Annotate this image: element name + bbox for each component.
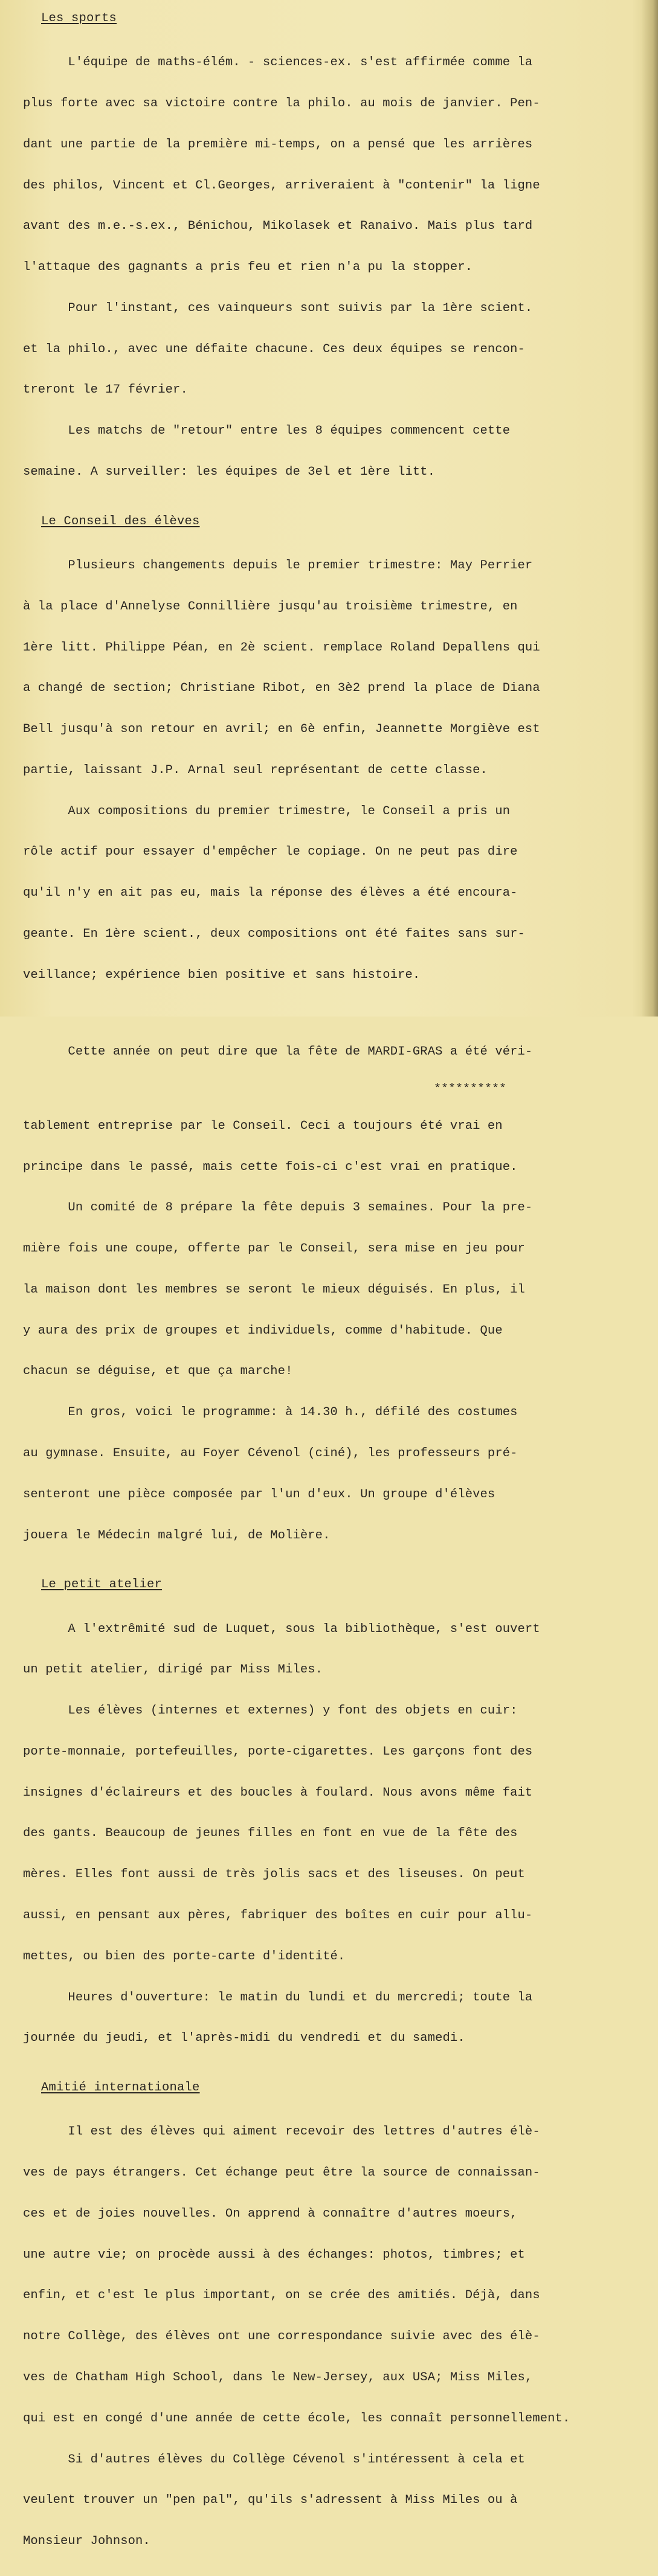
text-line: tablement entreprise par le Conseil. Ceci a toujours été vrai en	[23, 1119, 503, 1133]
text-line: enfin, et c'est le plus important, on se crée des amitiés. Déjà, dans	[23, 2289, 540, 2303]
text-line: qu'il n'y en ait pas eu, mais la réponse des élèves a été encoura-	[23, 886, 518, 901]
text-line: Cette année on peut dire que la fête de MARDI-GRAS a été véri-	[23, 1044, 533, 1059]
text-line: porte-monnaie, portefeuilles, porte-cigarettes. Les garçons font des	[23, 1744, 533, 1759]
text-line: Heures d'ouverture: le matin du lundi et du mercredi; toute la	[23, 1990, 533, 2005]
text-line: y aura des prix de groupes et individuels, comme d'habitude. Que	[23, 1323, 503, 1338]
text-line: mière fois une coupe, offerte par le Conseil, sera mise en jeu pour	[23, 1242, 525, 1256]
section-heading: Amitié internationale	[41, 2081, 200, 2095]
text-line: semaine. A surveiller: les équipes de 3el et 1ère litt.	[23, 465, 436, 479]
text-line: dant une partie de la première mi-temps, on a pensé que les arrières	[23, 137, 533, 152]
text-line: senteront une pièce composée par l'un d'eux. Un groupe d'élèves	[23, 1487, 495, 1502]
text-line: partie, laissant J.P. Arnal seul représentant de cette classe.	[23, 763, 488, 777]
text-line: Il est des élèves qui aiment recevoir des lettres d'autres élè-	[23, 2125, 540, 2139]
text-line: principe dans le passé, mais cette fois-ci c'est vrai en pratique.	[23, 1160, 518, 1174]
section-body	[23, 1595, 640, 2073]
text-line: insignes d'éclaireurs et des boucles à foulard. Nous avons même fait	[23, 1785, 533, 1800]
text-line: Pour l'instant, ces vainqueurs sont suivis par la 1ère scient.	[23, 301, 533, 315]
text-line: plus forte avec sa victoire contre la philo. au mois de janvier. Pen-	[23, 96, 540, 111]
section-conseil	[23, 512, 640, 1570]
text-line: 1ère litt. Philippe Péan, en 2è scient. remplace Roland Depallens qui	[23, 640, 540, 655]
text-line: Bell jusqu'à son retour en avril; en 6è enfin, Jeannette Morgiève est	[23, 722, 540, 737]
text-line: ves de Chatham High School, dans le New-Jersey, aux USA; Miss Miles,	[23, 2370, 533, 2385]
text-line: des gants. Beaucoup de jeunes filles en font en vue de la fête des	[23, 1826, 518, 1841]
text-line: et la philo., avec une défaite chacune. Ces deux équipes se rencon-	[23, 342, 525, 356]
section-body	[23, 2098, 640, 2576]
text-line: journée du jeudi, et l'après-midi du vendredi et du samedi.	[23, 2031, 465, 2046]
text-line: jouera le Médecin malgré lui, de Molière.	[23, 1528, 331, 1543]
text-line: veillance; expérience bien positive et sans histoire.	[23, 968, 421, 982]
text-line: ves de pays étrangers. Cet échange peut être la source de connaissan-	[23, 2166, 540, 2180]
text-line: En gros, voici le programme: à 14.30 h., défilé des costumes	[23, 1405, 518, 1420]
page-edge-shadow	[641, 0, 658, 1017]
section-petit-atelier	[23, 1575, 640, 2073]
text-line: mettes, ou bien des porte-carte d'identité.	[23, 1949, 346, 1964]
text-line: chacun se déguise, et que ça marche!	[23, 1364, 293, 1379]
text-line: des philos, Vincent et Cl.Georges, arriveraient à "contenir" la ligne	[23, 178, 540, 193]
text-line: treront le 17 février.	[23, 383, 188, 397]
text-line: Les matchs de "retour" entre les 8 équipes commencent cette	[23, 424, 511, 438]
text-line: avant des m.e.-s.ex., Bénichou, Mikolasek et Ranaivo. Mais plus tard	[23, 219, 533, 234]
section-body	[23, 29, 640, 507]
text-line: aussi, en pensant aux pères, fabriquer des boîtes en cuir pour allu-	[23, 1908, 533, 1922]
text-line: Aux compositions du premier trimestre, le Conseil a pris un	[23, 804, 511, 818]
text-line: ces et de joies nouvelles. On apprend à connaître d'autres moeurs,	[23, 2206, 518, 2221]
text-line: rôle actif pour essayer d'empêcher le copiage. On ne peut pas dire	[23, 845, 518, 859]
text-line: mères. Elles font aussi de très jolis sacs et des liseuses. On peut	[23, 1868, 525, 1882]
text-line: à la place d'Annelyse Connillière jusqu'au troisième trimestre, en	[23, 599, 518, 614]
section-body-mardi-gras	[23, 1018, 640, 1570]
section-body	[23, 532, 640, 1010]
text-line: l'attaque des gagnants a pris feu et rien n'a pu la stopper.	[23, 260, 473, 275]
text-line: qui est en congé d'une année de cette école, les connaît personnellement.	[23, 2411, 570, 2426]
text-line: a changé de section; Christiane Ribot, en 3è2 prend la place de Diana	[23, 681, 540, 696]
asterisk-underline: **********	[434, 1082, 507, 1096]
section-amitie-internationale	[23, 2078, 640, 2576]
section-heading: Les sports	[41, 11, 117, 25]
text-line: au gymnase. Ensuite, au Foyer Cévenol (ciné), les professeurs pré-	[23, 1446, 518, 1460]
text-line: veulent trouver un "pen pal", qu'ils s'adressent à Miss Miles ou à	[23, 2493, 518, 2508]
text-line: A l'extrêmité sud de Luquet, sous la bibliothèque, s'est ouvert	[23, 1622, 540, 1636]
text-line: Si d'autres élèves du Collège Cévenol s'intéressent à cela et	[23, 2452, 525, 2467]
text-line: une autre vie; on procède aussi à des échanges: photos, timbres; et	[23, 2247, 525, 2262]
section-sports	[23, 8, 640, 507]
text-line: la maison dont les membres se seront le mieux déguisés. En plus, il	[23, 1282, 525, 1297]
text-line: un petit atelier, dirigé par Miss Miles.	[23, 1663, 323, 1677]
paragraph-gap	[23, 1010, 640, 1018]
text-line: Les élèves (internes et externes) y font des objets en cuir:	[23, 1704, 518, 1718]
section-heading: Le Conseil des élèves	[41, 514, 200, 528]
text-line: notre Collège, des élèves ont une correspondance suivie avec des élè-	[23, 2330, 540, 2344]
section-heading: Le petit atelier	[41, 1578, 163, 1592]
text-line: geante. En 1ère scient., deux compositions ont été faites sans sur-	[23, 927, 525, 941]
text-line: Monsieur Johnson.	[23, 2534, 150, 2549]
text-line: Un comité de 8 prépare la fête depuis 3 semaines. Pour la pre-	[23, 1201, 533, 1215]
text-line: L'équipe de maths-élém. - sciences-ex. s'est affirmée comme la	[23, 56, 533, 70]
text-line: Plusieurs changements depuis le premier trimestre: May Perrier	[23, 558, 533, 573]
